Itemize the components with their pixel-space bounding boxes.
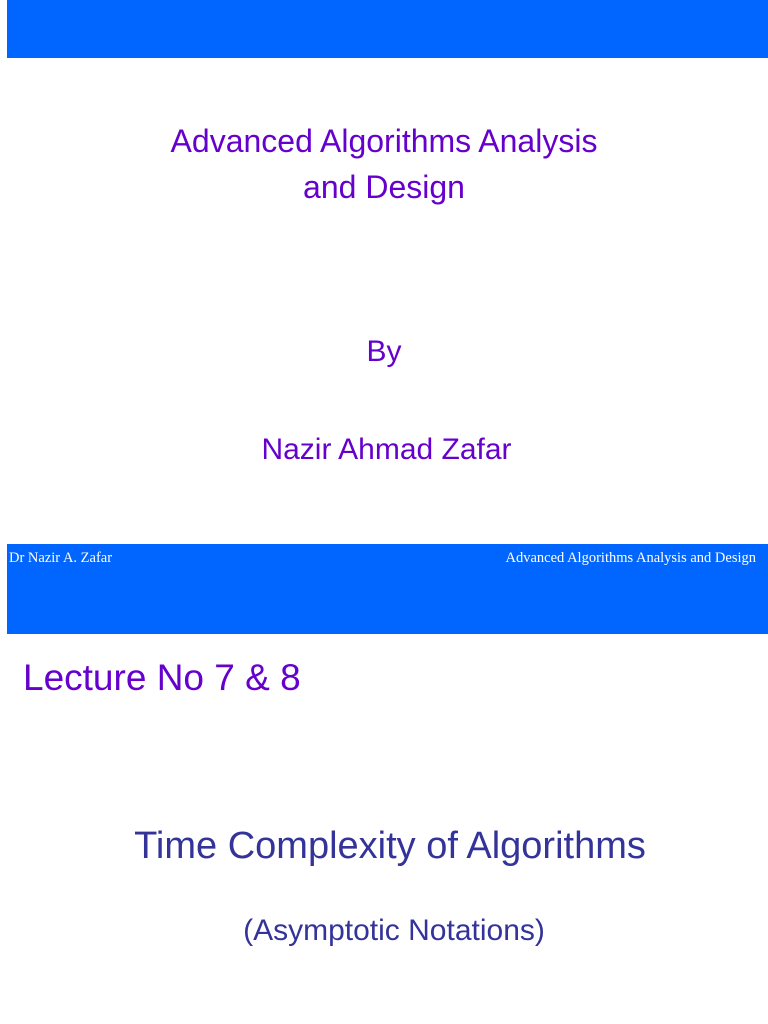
slide1-by-label: By	[366, 335, 402, 368]
slide1-title-line1: Advanced Algorithms Analysis	[170, 123, 598, 159]
slide1-author-name: Nazir Ahmad Zafar	[261, 433, 512, 466]
slide2-title: Time Complexity of Algorithms	[134, 825, 646, 867]
slide1-title	[0, 118, 768, 210]
footer-course-title: Advanced Algorithms Analysis and Design	[505, 550, 756, 566]
slide2-subtitle: (Asymptotic Notations)	[243, 914, 545, 947]
slide2-lecture-number: Lecture No 7 & 8	[23, 657, 301, 698]
top-header-band	[7, 0, 768, 58]
slide1-title-line2: and Design	[303, 169, 465, 205]
footer-author: Dr Nazir A. Zafar	[9, 550, 113, 566]
